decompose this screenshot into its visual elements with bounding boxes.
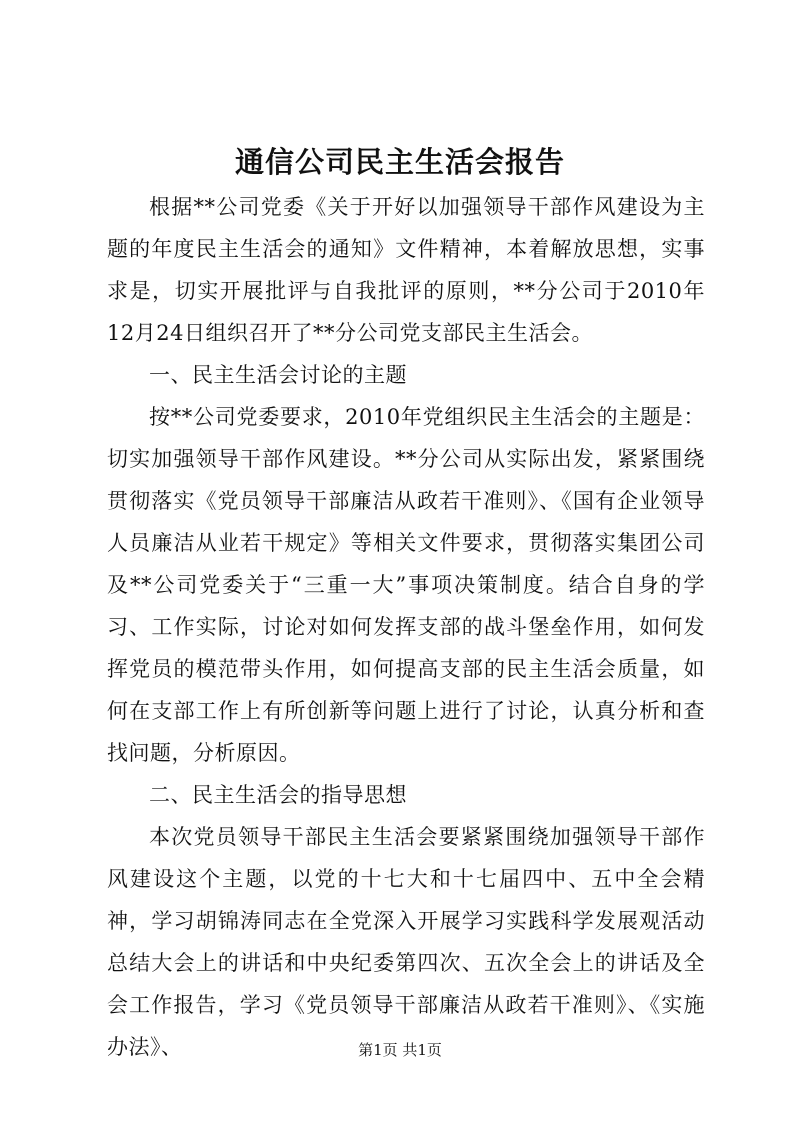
paragraph-guiding-thought: 本次党员领导干部民主生活会要紧紧围绕加强领导干部作风建设这个主题，以党的十七大和十七届四中、五中全会精神，学习胡锦涛同志在全党深入开展学习实践科学发展观活动总结大会上的讲话和中央纪委第四次、五次全会上的讲话及全会工作报告，学习《党员领导干部廉洁从政若干准则》、《实施办法》、: [107, 825, 705, 1059]
document-body: [107, 186, 705, 1068]
paragraph-intro: 根据**公司党委《关于开好以加强领导干部作风建设为主题的年度民主生活会的通知》文件精神，本着解放思想，实事求是，切实开展批评与自我批评的原则，**分公司于2010年12月24日组织召开了**分公司党支部民主生活会。: [107, 195, 705, 345]
document-title: 通信公司民主生活会报告: [234, 145, 565, 179]
section-heading-2: 二、民主生活会的指导思想: [149, 783, 407, 807]
paragraph-theme: 按**公司党委要求，2010年党组织民主生活会的主题是：切实加强领导干部作风建设。**分公司从实际出发，紧紧围绕贯彻落实《党员领导干部廉洁从政若干准则》、《国有企业领导人员廉洁从业若干规定》等相关文件要求，贯彻落实集团公司及**公司党委关于“三重一大”事项决策制度。结合自身的学习、工作实际，讨论对如何发挥支部的战斗堡垒作用，如何发挥党员的模范带头作用，如何提高支部的民主生活会质量，如何在支部工作上有所创新等问题上进行了讨论，认真分析和查找问题，分析原因。: [107, 405, 705, 765]
page-footer: 第1页 共1页: [358, 1041, 442, 1059]
section-heading-1: 一、民主生活会讨论的主题: [149, 363, 407, 387]
